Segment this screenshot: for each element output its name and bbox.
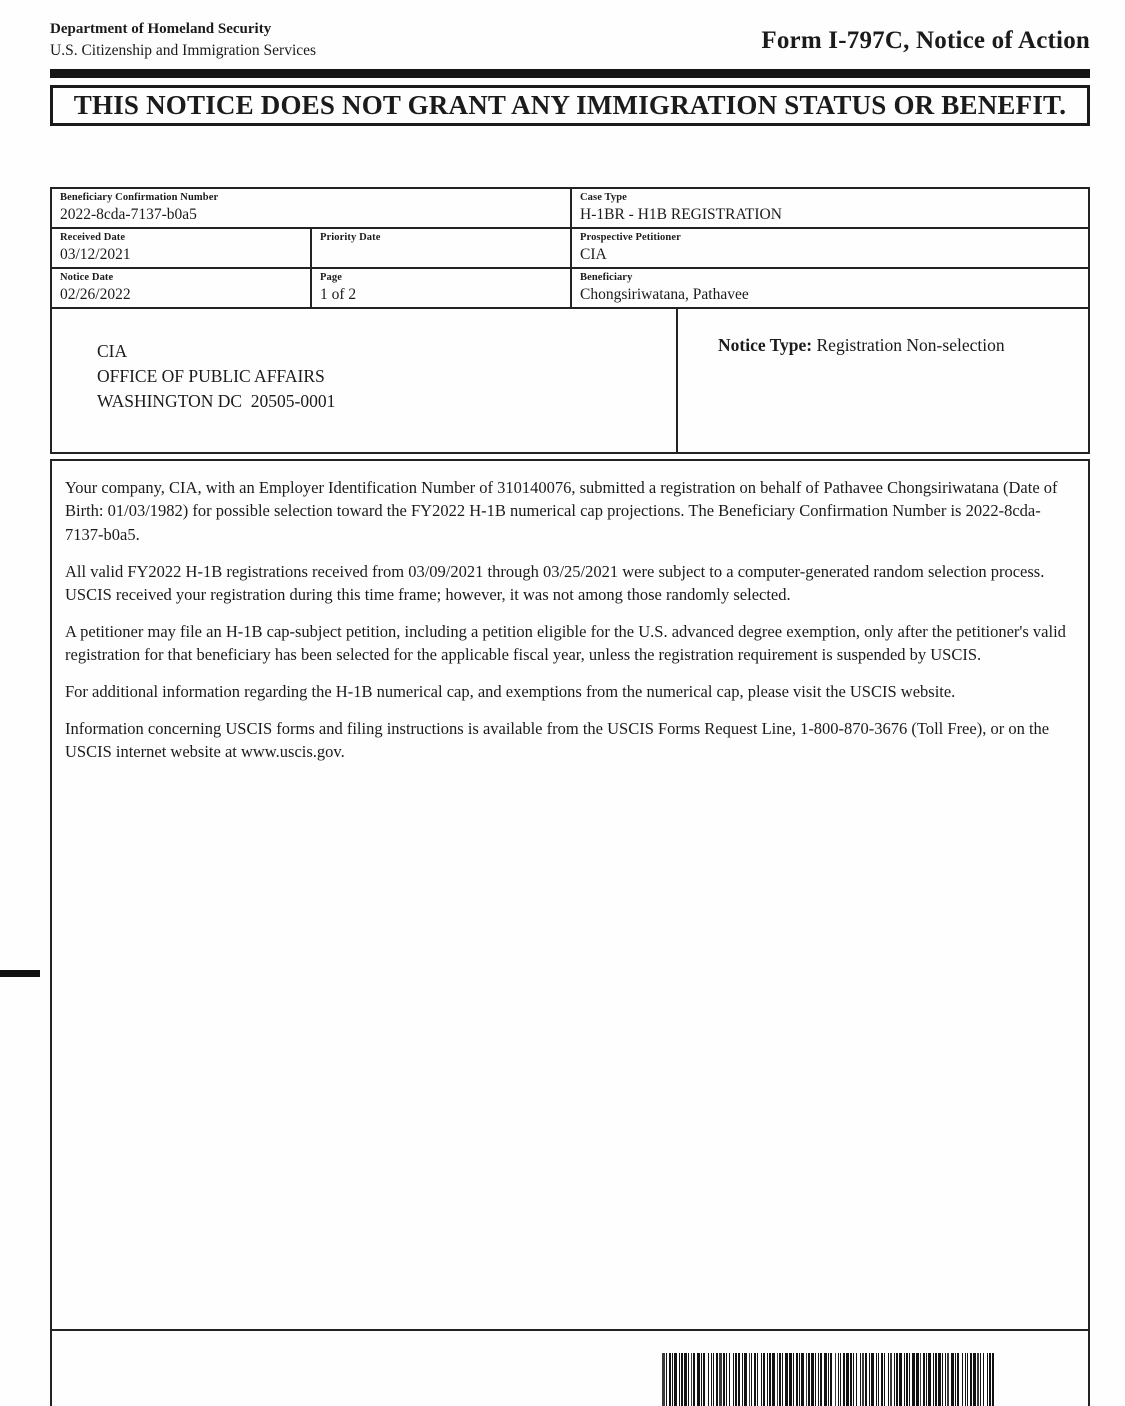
field-value: CIA (580, 246, 607, 264)
table-row (52, 189, 1088, 229)
field-case-type (572, 189, 1088, 227)
field-value: H-1BR - H1B REGISTRATION (580, 206, 782, 224)
field-beneficiary-confirmation-number (52, 189, 572, 227)
field-value: 2022-8cda-7137-b0a5 (60, 206, 197, 224)
agency-name: Department of Homeland Security (50, 21, 272, 37)
agency-block (50, 21, 316, 61)
fold-mark (0, 970, 40, 977)
field-label: Notice Date (60, 271, 114, 283)
notice-type-label: Notice Type: (718, 334, 813, 355)
field-received-date (52, 229, 312, 267)
field-priority-date (312, 229, 572, 267)
body-paragraph: A petitioner may file an H-1B cap-subject petition, including a petition eligible for the U.S. advanced degree exemption, only after the petitioner's valid registration for that beneficiary has been selected for the applicable fiscal year, unless the registration requirement is suspended by USCIS. (65, 621, 1066, 665)
field-value: Chongsiriwatana, Pathavee (580, 286, 749, 304)
field-prospective-petitioner (572, 229, 1088, 267)
header-rule (50, 69, 1090, 78)
field-notice-date (52, 269, 312, 307)
body-paragraph: For additional information regarding the H-1B numerical cap, and exemptions from the numerical cap, please visit the USCIS website. (65, 682, 956, 701)
field-value: 03/12/2021 (60, 246, 131, 264)
notice-banner-text: THIS NOTICE DOES NOT GRANT ANY IMMIGRATION STATUS OR BENEFIT. (73, 89, 1067, 120)
body-paragraph: Your company, CIA, with an Employer Identification Number of 310140076, submitted a registration on behalf of Pathavee Chongsiriwatana (Date of Birth: 01/03/1982) for possible selection toward the FY2022 H-1B numerical cap projections. The Beneficiary Confirmation Number is 2022-8cda-7137-b0a5. (65, 477, 1058, 545)
addressee-line: CIA (97, 340, 128, 361)
notice-type-block (678, 309, 1088, 452)
field-label: Priority Date (320, 231, 381, 243)
table-row (52, 229, 1088, 269)
notice-body (50, 459, 1090, 1331)
notice-type-value: Registration Non-selection (816, 334, 1005, 355)
case-info-table (50, 187, 1090, 309)
addressee-line: WASHINGTON DC 20505-0001 (97, 390, 336, 411)
field-label: Case Type (580, 191, 627, 203)
addressee-block (52, 309, 678, 452)
page-content (50, 0, 1090, 1406)
field-label: Beneficiary (580, 271, 633, 283)
addressee-line: OFFICE OF PUBLIC AFFAIRS (97, 365, 325, 386)
bottom-section (50, 1331, 1090, 1406)
table-row (52, 269, 1088, 307)
body-paragraph: All valid FY2022 H-1B registrations received from 03/09/2021 through 03/25/2021 were subject to a computer-generated random selection process. USCIS received your registration during this time frame; however, it was not among those randomly selected. (65, 561, 1045, 605)
header (50, 0, 1090, 61)
notice-banner (50, 85, 1090, 126)
field-label: Beneficiary Confirmation Number (60, 191, 219, 203)
field-beneficiary (572, 269, 1088, 307)
body-paragraph: Information concerning USCIS forms and filing instructions is available from the USCIS Forms Request Line, 1-800-870-3676 (Toll Free), or on the USCIS internet website at www.uscis.gov. (65, 718, 1050, 762)
field-value: 02/26/2022 (60, 286, 131, 304)
field-label: Prospective Petitioner (580, 231, 681, 243)
form-title: Form I-797C, Notice of Action (761, 27, 1090, 54)
addressee-notice-box (50, 307, 1090, 454)
field-page (312, 269, 572, 307)
field-value: 1 of 2 (320, 286, 357, 304)
barcode (662, 1353, 994, 1406)
agency-subname: U.S. Citizenship and Immigration Services (50, 42, 317, 60)
field-label: Received Date (60, 231, 126, 243)
field-label: Page (320, 271, 342, 283)
